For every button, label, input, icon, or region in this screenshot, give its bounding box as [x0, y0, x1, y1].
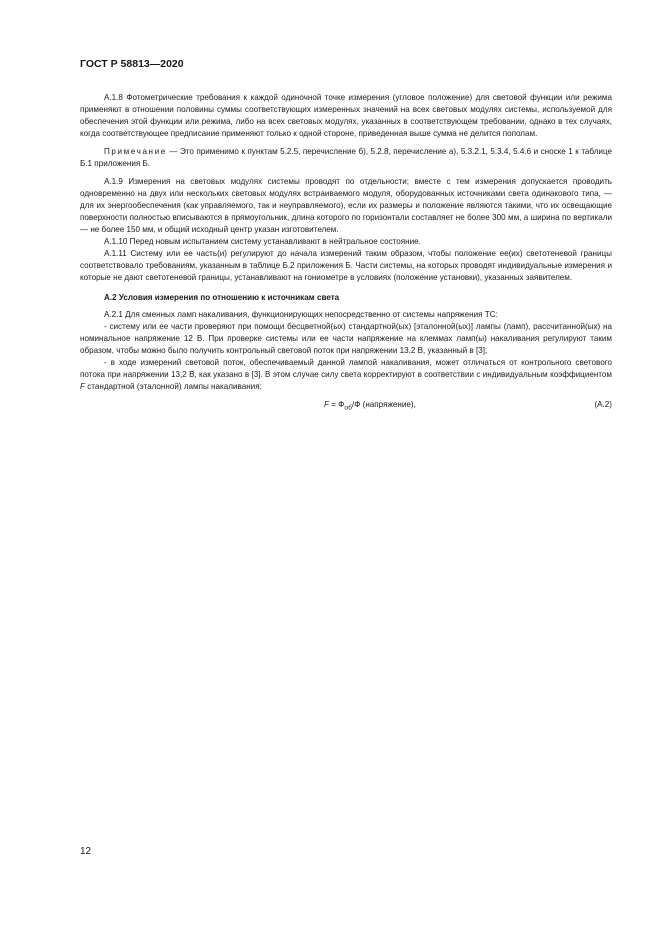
document-code: ГОСТ Р 58813—2020: [80, 58, 184, 70]
formula-number: (А.2): [594, 400, 612, 409]
paragraph-a1-9: А.1.9 Измерения на световых модулях системы проводят по отдельности; вместе с тем измерения допускается проводить одновременно на двух или нескольких световых модулях встраиваемого модуля, оборудованных источниками света одинакового типа, — для их энергообеспечения (как управляемого, так и неуправляемого), если их размеры и положение являются такими, что их освещающие поверхности полностью вписываются в прямоугольник, длина которого по горизонтали составляет не более 300 мм, а ширина по вертикали — не более 150 мм, и общий исходный центр указан изготовителем.: [80, 177, 612, 234]
list-item-a2-1-2: [80, 357, 612, 393]
paragraph-a1-8: А.1.8 Фотометрические требования к каждой одиночной точке измерения (угловое положение) для световой функции или режима применяют в отношении половины суммы соответствующих измеренных значений на всех световых модулях системы, используемой для обеспечения этой функции или режима, либо на всех световых модулях, указанных в соответствующем требовании, однако в тех случаях, когда соответствующее предписание применяют только к одной стороне, приведенная выше сумма не делится пополам.: [80, 93, 612, 138]
paragraph-a1-10: А.1.10 Перед новым испытанием систему устанавливают в нейтральное состояние.: [104, 237, 421, 246]
page-number: 12: [80, 846, 92, 857]
formula-a2: [80, 399, 612, 415]
formula-rhs: /Ф (напряжение),: [351, 400, 416, 409]
list-item-a2-1-2-text: - в ходе измерений световой поток, обеспечиваемый данной лампой накаливания, может отличаться от контрольного светового потока при напряжении 13,2 В, как указано в [3]. В этом случае силу света корректируют в соответствии с индивидуальным коэффициентом: [80, 358, 612, 379]
coefficient-symbol: F: [80, 382, 85, 391]
note-label: Примечание: [104, 147, 167, 156]
paragraph-a1-11: А.1.11 Систему или ее часть(и) регулируют до начала измерений таким образом, чтобы положение ее(их) светотеневой границы соответствовало требованиям, указанным в таблице Б.2 приложения Б. Части системы, на которых проводят индивидуальные измерения и которые не дают светотеневой границы, устанавливают на гониометре в условиях (положение установки), указанных заявителем.: [80, 249, 612, 282]
note: [80, 146, 612, 170]
paragraph-a2-1-intro: А.2.1 Для сменных ламп накаливания, функционирующих непосредственно от системы напряжения ТС:: [104, 310, 498, 319]
formula-lhs: F: [324, 400, 329, 409]
formula-body: [324, 399, 416, 415]
formula-sub: об: [344, 404, 352, 412]
list-item-a2-1-2-tail: стандартной (эталонной) лампы накаливания:: [84, 382, 262, 391]
list-item-a2-1-1: - систему или ее части проверяют при помощи бесцветной(ых) стандартной(ых) [эталонной(ых)] лампы (ламп), рассчитанной(ых) на номинальное напряжение 12 В. При проверке системы или ее части напряжение на клеммах ламп(ы) накаливания регулируют таким образом, чтобы можно было получить контрольный световой поток при напряжении 13,2 В, указанный в [3];: [80, 322, 612, 355]
page-content: [80, 92, 612, 421]
section-heading-a2: А.2 Условия измерения по отношению к источникам света: [104, 293, 340, 302]
note-text: — Это применимо к пунктам 5.2.5, перечисление б), 5.2.8, перечисление а), 5.3.2.1, 5.3.4, 5.4.6 и сноске 1 к таблице Б.1 приложения Б.: [80, 147, 612, 168]
formula-eq: = Ф: [328, 400, 345, 409]
